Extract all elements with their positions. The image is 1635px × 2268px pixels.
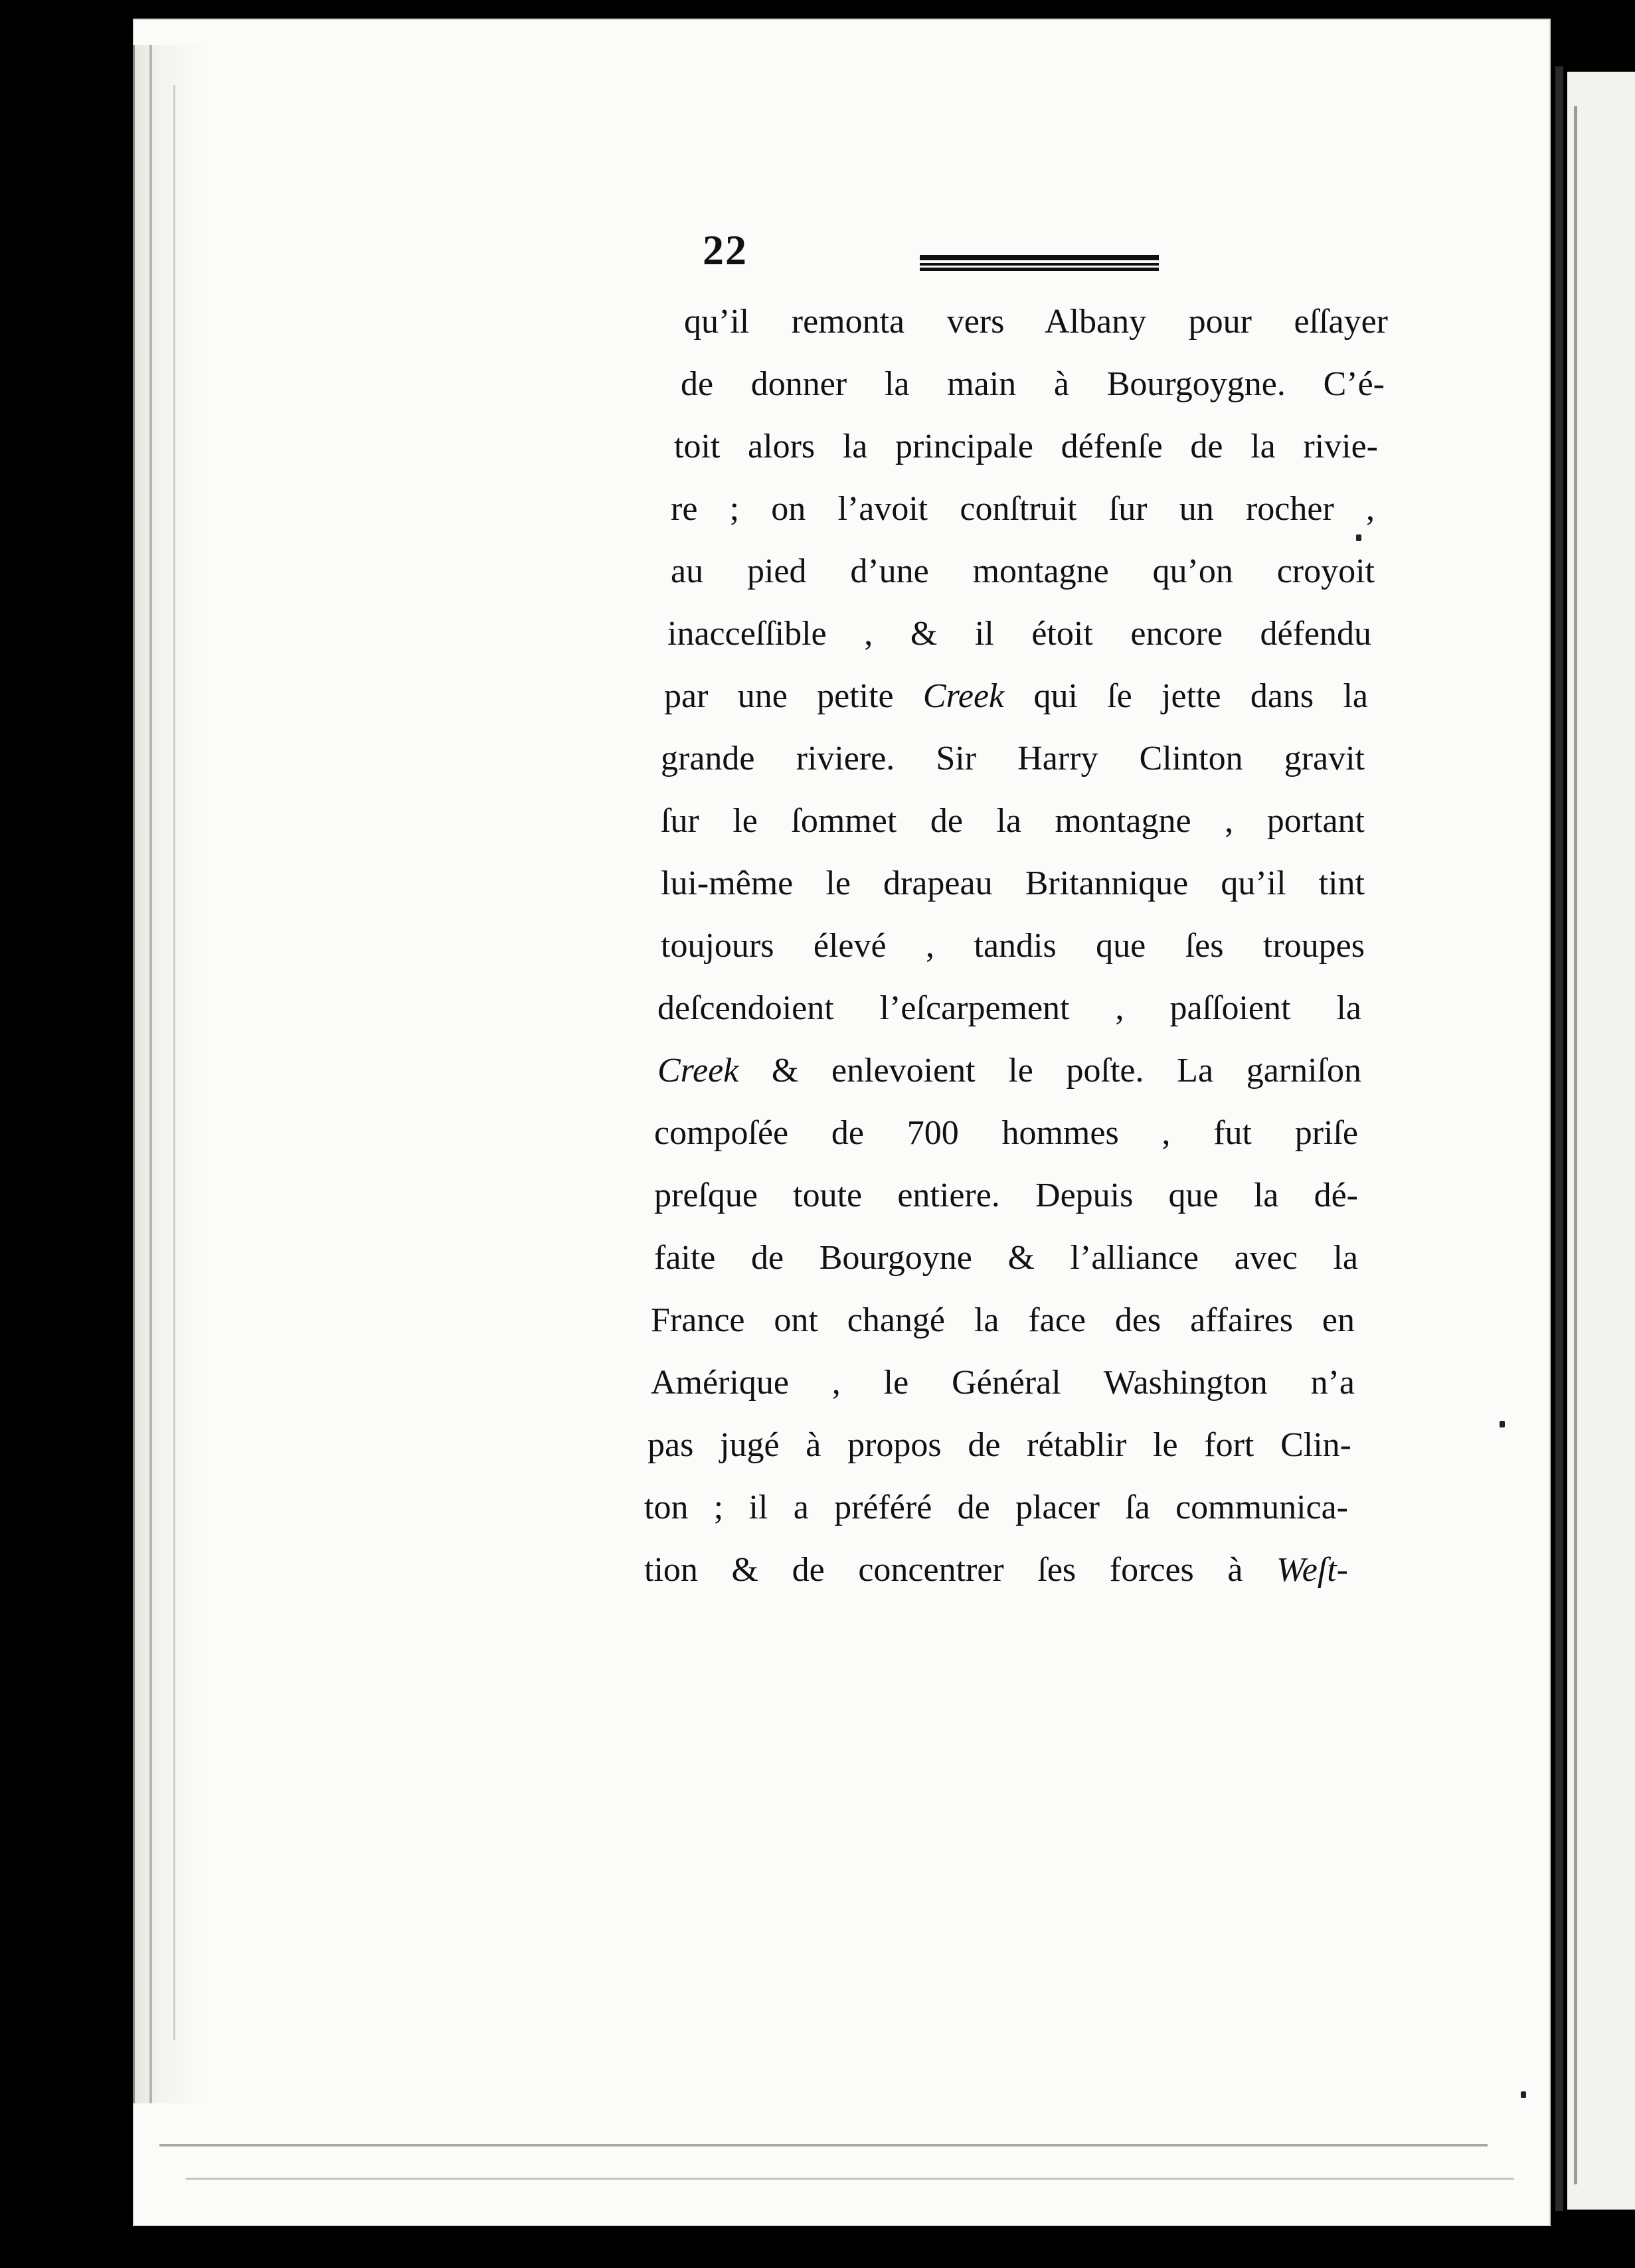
text-line: faite de Bourgoyne & l’alliance avec la [654, 1239, 1358, 1277]
binding-gutter [1555, 66, 1563, 2211]
scan-speck [1521, 2091, 1526, 2098]
text-line: deſcendoient l’eſcarpement , paſſoient la [657, 989, 1361, 1027]
header-rule [920, 255, 1159, 271]
text-line: de donner la main à Bourgoygne. C’é- [681, 365, 1385, 403]
text-line: re ; on l’avoit conſtruit ſur un rocher , [671, 490, 1375, 528]
text-line: preſque toute entiere. Depuis que la dé- [654, 1176, 1358, 1214]
page-number: 22 [703, 226, 748, 274]
text-line: Creek & enlevoient le poſte. La garniſon [657, 1052, 1361, 1090]
page-bottom-edge [159, 2144, 1488, 2146]
page-left-edge [133, 45, 208, 2103]
text-line: toujours élevé , tandis que ſes troupes [661, 927, 1365, 965]
scan-speck [1500, 1421, 1505, 1427]
text-line: Amérique , le Général Washington n’a [651, 1364, 1355, 1402]
text-line: tion & de concentrer ſes forces à Weſt- [644, 1551, 1348, 1589]
text-line: au pied d’une montagne qu’on croyoit [671, 552, 1375, 590]
text-line: ſur le ſommet de la montagne , portant [661, 802, 1365, 840]
text-line: ton ; il a préféré de placer ſa communica- [644, 1489, 1348, 1526]
page-bottom-edge-inner [186, 2178, 1514, 2180]
text-line: par une petite Creek qui ſe jette dans la [664, 677, 1368, 715]
text-line: pas jugé à propos de rétablir le fort Clin- [647, 1426, 1351, 1464]
scan-speck [1356, 534, 1361, 541]
text-line: grande riviere. Sir Harry Clinton gravit [661, 740, 1365, 777]
text-line: toit alors la principale défenſe de la rivie- [674, 428, 1378, 465]
text-line: compoſée de 700 hommes , fut priſe [654, 1114, 1358, 1152]
text-line: qu’il remonta vers Albany pour eſſayer [684, 303, 1388, 341]
text-line: inacceſſible , & il étoit encore défendu [667, 615, 1371, 653]
facing-page-sliver [1567, 72, 1635, 2210]
facing-page-edge [1574, 106, 1577, 2184]
text-line: lui-même le drapeau Britannique qu’il tint [661, 864, 1365, 902]
text-line: France ont changé la face des affaires en [651, 1301, 1355, 1339]
